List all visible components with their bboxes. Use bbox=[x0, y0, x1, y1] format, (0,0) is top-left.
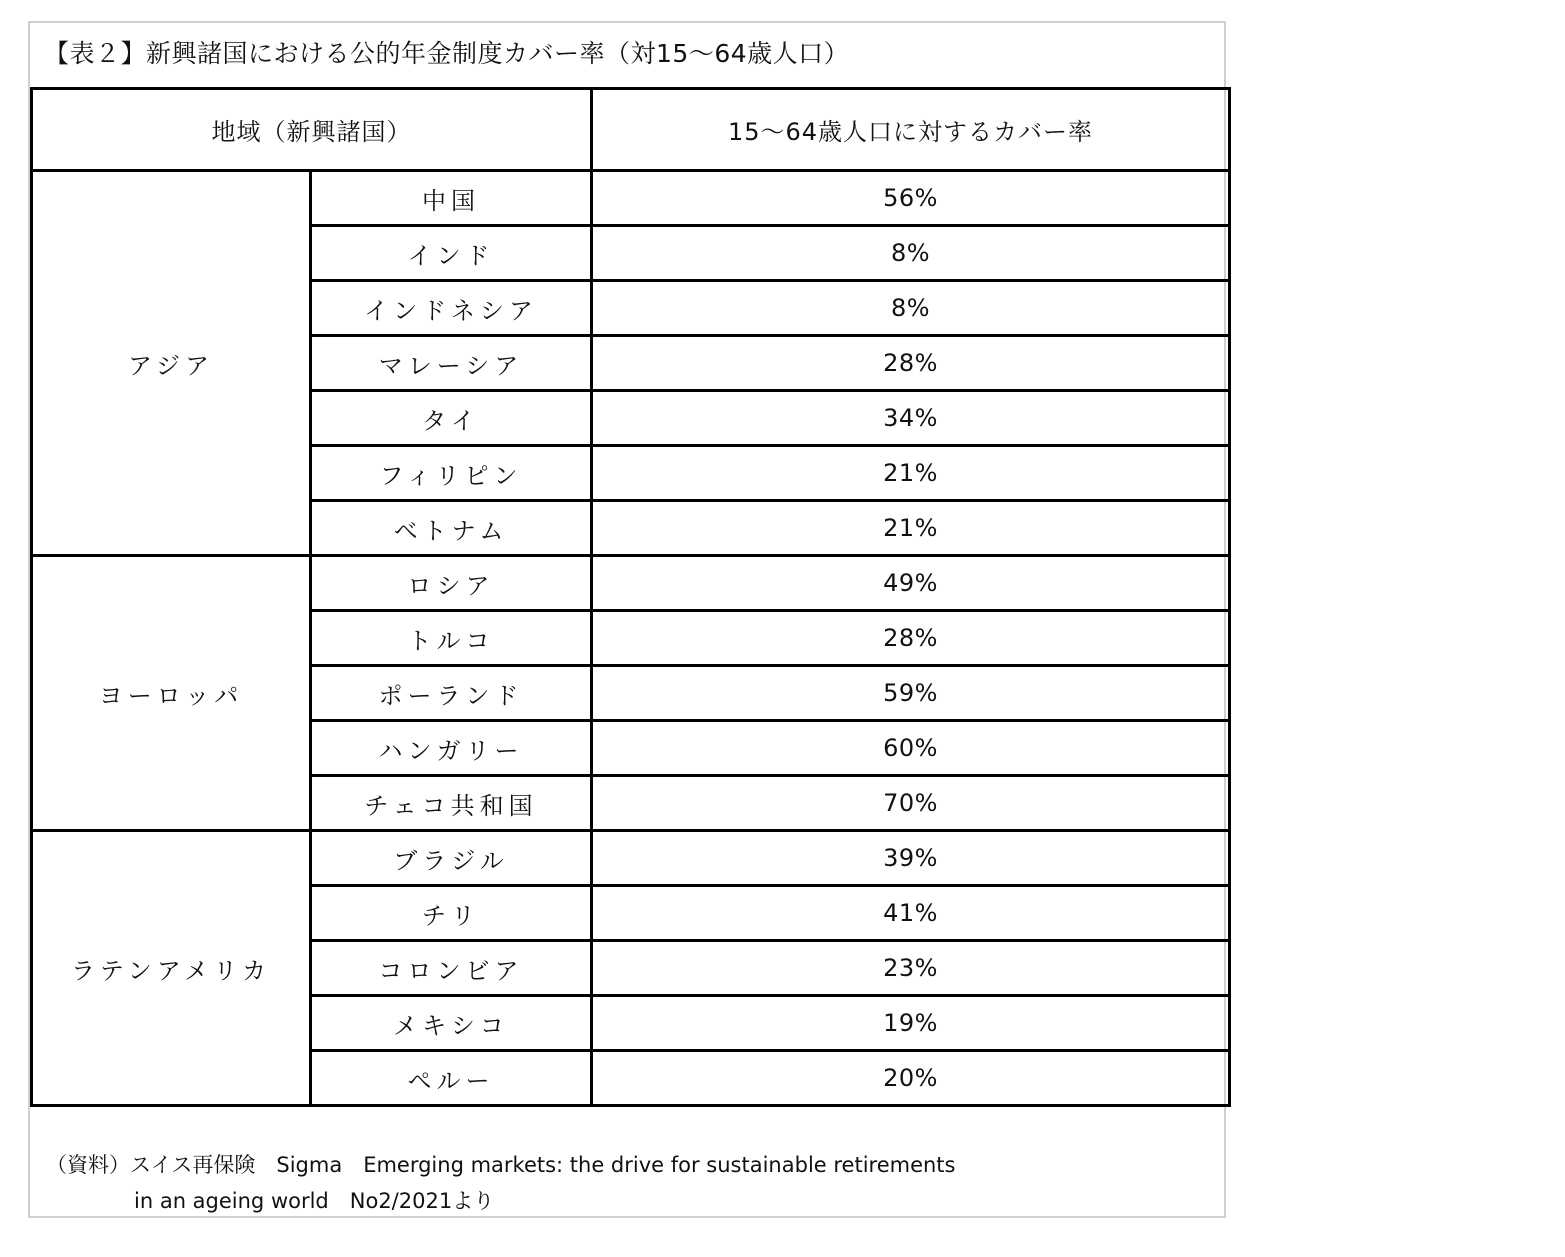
header-coverage: 15～64歳人口に対するカバー率 bbox=[592, 89, 1230, 171]
country-cell: フィリピン bbox=[311, 446, 592, 501]
table-row bbox=[32, 831, 1230, 886]
coverage-value-cell: 56% bbox=[592, 171, 1230, 226]
country-cell: ベトナム bbox=[311, 501, 592, 556]
country-cell: タイ bbox=[311, 391, 592, 446]
header-region: 地域（新興諸国） bbox=[32, 89, 592, 171]
country-cell: ポーランド bbox=[311, 666, 592, 721]
country-cell: インドネシア bbox=[311, 281, 592, 336]
table-body bbox=[32, 89, 1230, 1106]
coverage-value-cell: 49% bbox=[592, 556, 1230, 611]
country-cell: ロシア bbox=[311, 556, 592, 611]
coverage-value-cell: 28% bbox=[592, 336, 1230, 391]
table-row bbox=[32, 171, 1230, 226]
country-cell: メキシコ bbox=[311, 996, 592, 1051]
coverage-value-cell: 21% bbox=[592, 501, 1230, 556]
country-cell: 中国 bbox=[311, 171, 592, 226]
source-line-1: （資料）スイス再保険 Sigma Emerging markets: the drive for sustainable retirements bbox=[46, 1153, 956, 1177]
coverage-value-cell: 41% bbox=[592, 886, 1230, 941]
coverage-value-cell: 70% bbox=[592, 776, 1230, 831]
coverage-value-cell: 20% bbox=[592, 1051, 1230, 1106]
country-cell: インド bbox=[311, 226, 592, 281]
coverage-value-cell: 8% bbox=[592, 226, 1230, 281]
coverage-value-cell: 23% bbox=[592, 941, 1230, 996]
country-cell: トルコ bbox=[311, 611, 592, 666]
coverage-value-cell: 19% bbox=[592, 996, 1230, 1051]
country-cell: マレーシア bbox=[311, 336, 592, 391]
country-cell: ハンガリー bbox=[311, 721, 592, 776]
country-cell: コロンビア bbox=[311, 941, 592, 996]
region-cell: ヨーロッパ bbox=[32, 556, 311, 831]
source-note bbox=[46, 1147, 956, 1219]
coverage-value-cell: 59% bbox=[592, 666, 1230, 721]
header-row bbox=[32, 89, 1230, 171]
table-title: 【表２】新興諸国における公的年金制度カバー率（対15～64歳人口） bbox=[44, 39, 850, 68]
coverage-value-cell: 60% bbox=[592, 721, 1230, 776]
country-cell: チリ bbox=[311, 886, 592, 941]
source-line-2: in an ageing world No2/2021より bbox=[134, 1189, 495, 1213]
country-cell: チェコ共和国 bbox=[311, 776, 592, 831]
region-cell: アジア bbox=[32, 171, 311, 556]
table-row bbox=[32, 556, 1230, 611]
coverage-value-cell: 39% bbox=[592, 831, 1230, 886]
country-cell: ブラジル bbox=[311, 831, 592, 886]
coverage-value-cell: 21% bbox=[592, 446, 1230, 501]
coverage-table bbox=[30, 87, 1231, 1107]
coverage-value-cell: 8% bbox=[592, 281, 1230, 336]
table-figure bbox=[28, 21, 1226, 1218]
coverage-value-cell: 28% bbox=[592, 611, 1230, 666]
coverage-value-cell: 34% bbox=[592, 391, 1230, 446]
region-cell: ラテンアメリカ bbox=[32, 831, 311, 1106]
country-cell: ペルー bbox=[311, 1051, 592, 1106]
